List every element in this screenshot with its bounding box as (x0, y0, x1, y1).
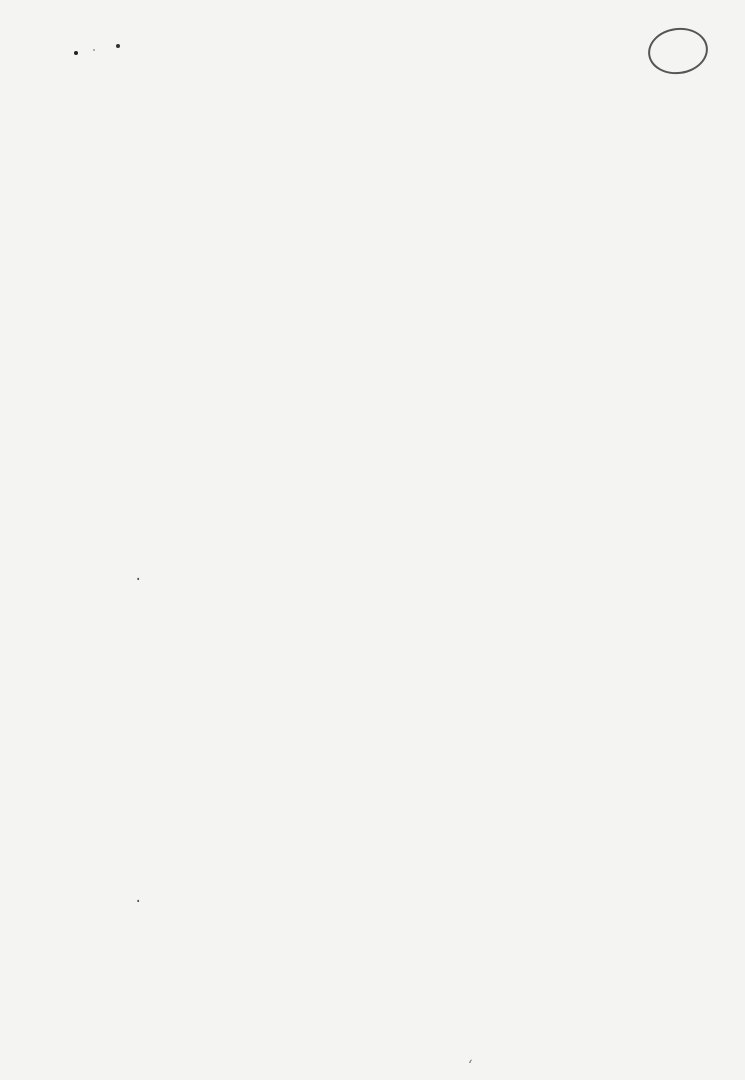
pencil-mark: ‘ (468, 1058, 473, 1074)
archive-stamp (645, 24, 711, 78)
margin-mark: . (134, 890, 143, 906)
ink-specks (70, 38, 130, 58)
margin-mark: . (134, 568, 143, 584)
